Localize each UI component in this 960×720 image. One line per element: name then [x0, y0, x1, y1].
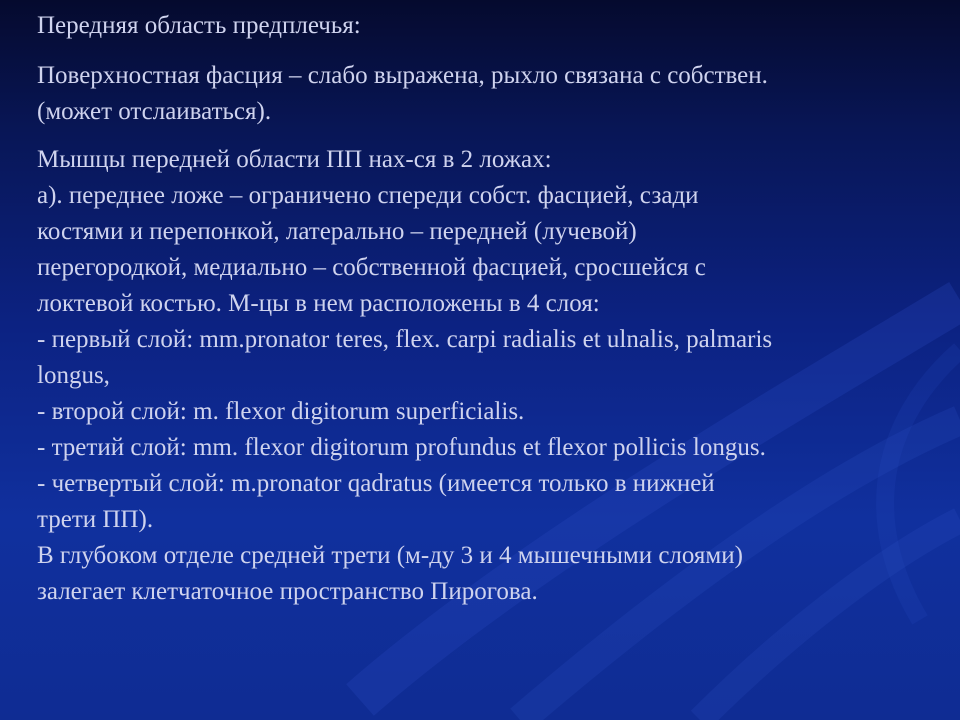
text-line: longus, — [37, 362, 110, 389]
text-line: перегородкой, медиально – собственной фасцией, сросшейся с — [37, 254, 706, 281]
text-line: Поверхностная фасция – слабо выражена, рыхло связана с собствен. — [37, 62, 768, 89]
text-line: Мышцы передней области ПП нах-ся в 2 ложах: — [37, 146, 552, 173]
text-line: (может отслаиваться). — [37, 98, 272, 125]
slide-content — [37, 8, 942, 610]
text-line: а). переднее ложе – ограничено спереди собст. фасцией, сзади — [37, 182, 699, 209]
fascia-paragraph — [37, 58, 942, 130]
text-line: трети ПП). — [37, 506, 154, 533]
text-line: В глубоком отделе средней трети (м-ду 3 и 4 мышечными слоями) — [37, 542, 743, 569]
text-line: - второй слой: m. flexor digitorum superficialis. — [37, 398, 525, 425]
text-line: локтевой костью. М-цы в нем расположены в 4 слоя: — [37, 290, 600, 317]
text-line: - третий слой: mm. flexor digitorum profundus et flexor pollicis longus. — [37, 434, 766, 461]
text-line: - первый слой: mm.pronator teres, flex. carpi radialis et ulnalis, palmaris — [37, 326, 773, 353]
slide-heading: Передняя область предплечья: — [37, 12, 361, 39]
text-line: залегает клетчаточное пространство Пирогова. — [37, 578, 538, 605]
text-line: костями и перепонкой, латерально – передней (лучевой) — [37, 218, 637, 245]
text-line: - четвертый слой: m.pronator qadratus (имеется только в нижней — [37, 470, 715, 497]
muscles-paragraph — [37, 142, 942, 610]
